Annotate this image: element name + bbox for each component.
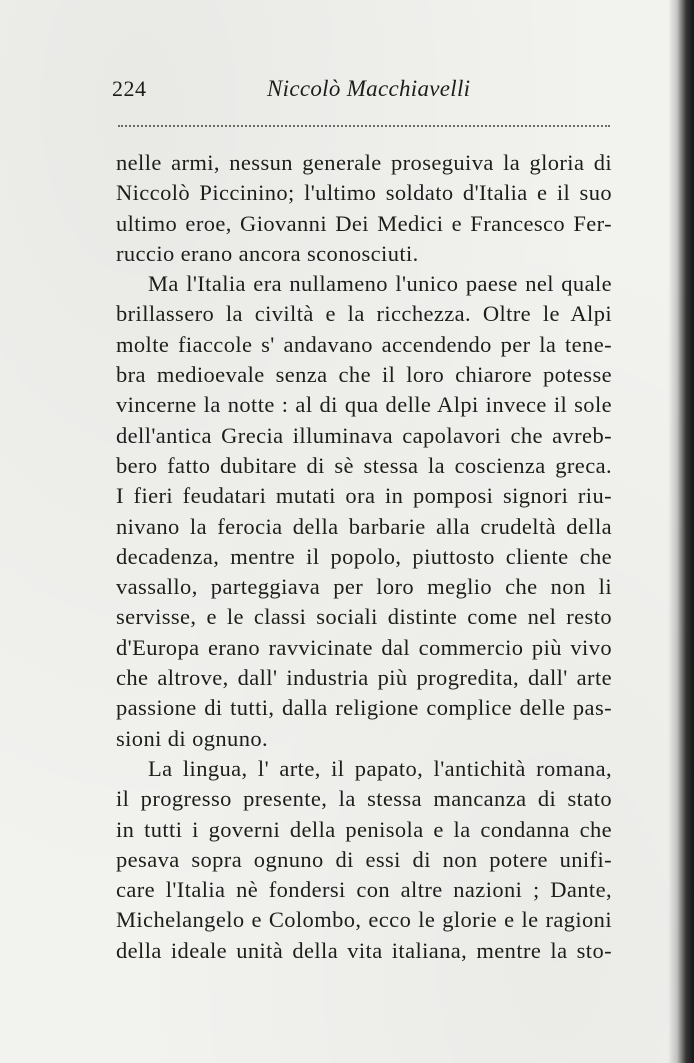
text-line: I fieri feudatari mutati ora in pomposi signori riu- [116,483,612,509]
running-head: Niccolò Macchiavelli [267,76,471,101]
text-line: bra medioevale senza che il loro chiarore potesse [116,362,612,388]
text-line: bero fatto dubitare di sè stessa la coscienza greca. [116,452,612,478]
text-line: nivano la ferocia della barbarie alla crudeltà della [116,513,612,539]
text-line: servisse, e le classi sociali distinte come nel resto [116,604,612,630]
text-line: il progresso presente, la stessa mancanza di stato [116,786,612,812]
page-header [112,76,610,108]
body-text [116,148,612,966]
header-rule [118,125,610,127]
text-line: passione di tutti, dalla religione complice delle pas- [116,695,612,721]
text-line: Michelangelo e Colombo, ecco le glorie e le ragioni [116,907,612,933]
text-line: d'Europa erano ravvicinate dal commercio più vivo [116,634,612,660]
text-line: pesava sopra ognuno di essi di non potere unifi- [116,846,612,872]
binding-shadow [668,0,694,1063]
text-line: vincerne la notte : al di qua delle Alpi invece il sole [116,392,612,418]
text-line: care l'Italia nè fondersi con altre nazioni ; Dante, [116,877,612,903]
text-line: Ma l'Italia era nullameno l'unico paese nel quale [148,271,612,297]
text-line: della ideale unità della vita italiana, mentre la sto- [116,937,612,963]
text-line: brillassero la civiltà e la ricchezza. Oltre le Alpi [116,301,612,327]
text-line: La lingua, l' arte, il papato, l'antichità romana, [148,755,612,781]
text-line: ultimo eroe, Giovanni Dei Medici e Francesco Fer- [116,210,612,236]
text-line: vassallo, parteggiava per loro meglio che non li [116,574,612,600]
text-line: dell'antica Grecia illuminava capolavori che avreb- [116,422,612,448]
text-line: Niccolò Piccinino; l'ultimo soldato d'Italia e il suo [116,180,612,206]
text-line: in tutti i governi della penisola e la condanna che [116,816,612,842]
page-number: 224 [112,76,147,101]
text-line: che altrove, dall' industria più progredita, dall' arte [116,665,612,691]
text-line: decadenza, mentre il popolo, piuttosto cliente che [116,543,612,569]
text-line: ruccio erano ancora sconosciuti. [116,240,419,266]
text-line: sioni di ognuno. [116,725,269,751]
text-line: molte fiaccole s' andavano accendendo per la tene- [116,331,612,357]
text-line: nelle armi, nessun generale proseguiva la gloria di [116,150,612,175]
